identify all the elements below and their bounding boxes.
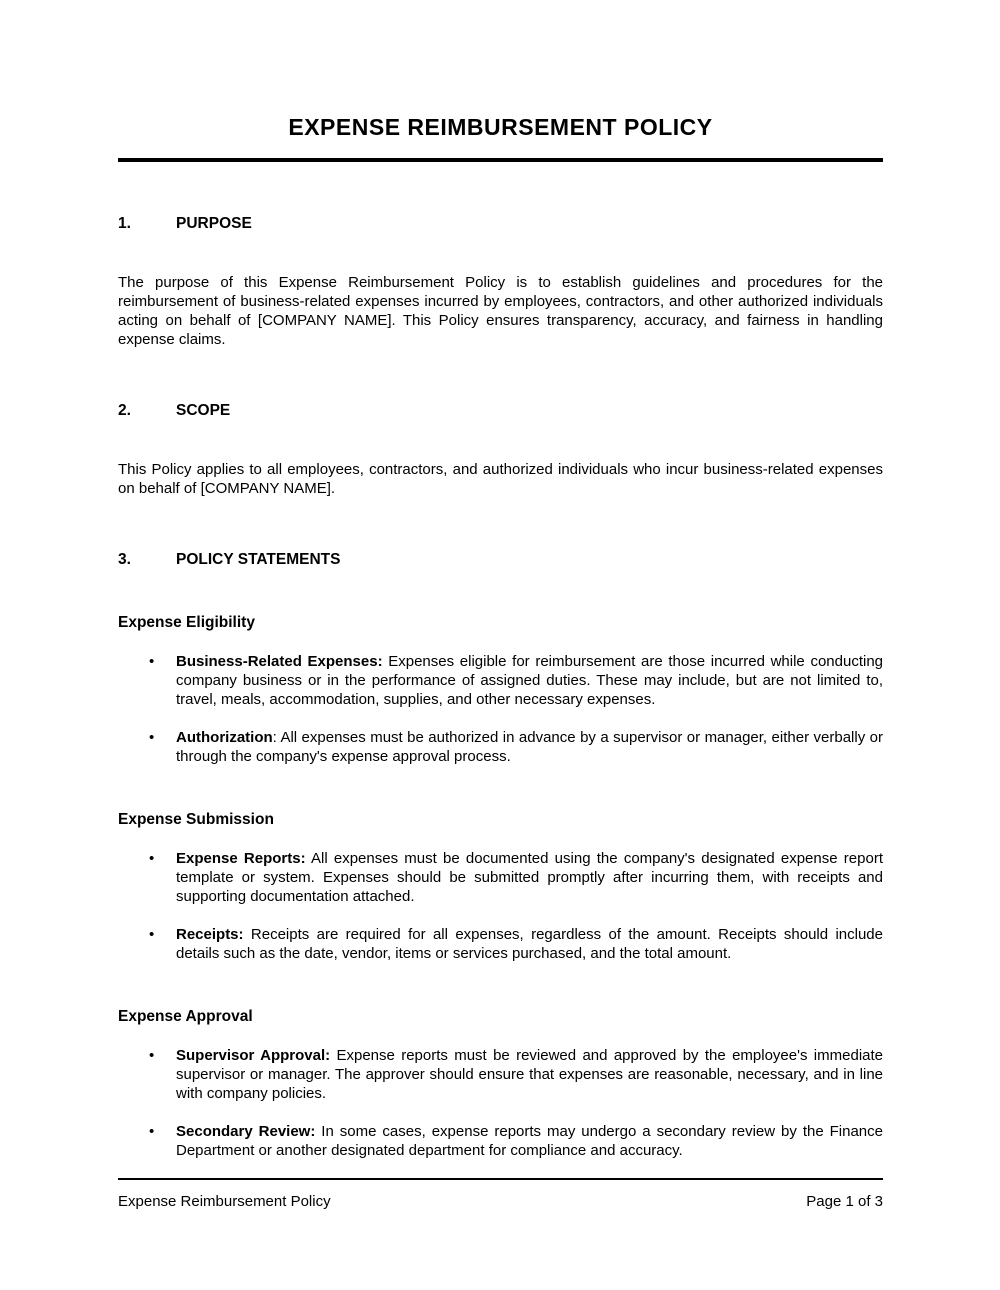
bullet-term: Authorization: [176, 729, 273, 746]
footer-page-number: Page 1 of 3: [806, 1193, 883, 1210]
subheading-expense-submission: Expense Submission: [118, 811, 274, 828]
footer-document-title: Expense Reimbursement Policy: [118, 1193, 331, 1210]
title-divider: [118, 158, 883, 162]
bullet-text: Receipts are required for all expenses, regardless of the amount. Receipts should include details such as the date, vendor, items or services purchased, and the total amount.: [176, 926, 883, 962]
bullet-term: Receipts:: [176, 926, 244, 943]
bullet-text: Expense reports must be reviewed and approved by the employee's immediate supervisor or manager. The approver should ensure that expenses are reasonable, necessary, and in line with company policies.: [176, 1047, 884, 1102]
section-policy-statements: [118, 550, 883, 1160]
section-heading-purpose: [118, 214, 883, 233]
bullet-list-submission: [118, 849, 883, 963]
bullet-term: Expense Reports:: [176, 850, 306, 867]
section-title: SCOPE: [176, 402, 231, 419]
bullet-text: In some cases, expense reports may undergo a secondary review by the Finance Department or another designated department for compliance and accuracy.: [176, 1123, 883, 1159]
bullet-text: All expenses must be documented using the company's designated expense report template or system. Expenses should be submitted promptly after incurring them, with receipts and supporting documentation attached.: [176, 850, 883, 905]
section-number: 1.: [118, 215, 131, 232]
section-title: POLICY STATEMENTS: [176, 551, 341, 568]
subheading-expense-eligibility: Expense Eligibility: [118, 614, 255, 631]
footer-row: [118, 1192, 883, 1211]
bullet-list-eligibility: [118, 652, 883, 766]
section-heading-policy-statements: [118, 550, 883, 569]
section-heading-scope: [118, 401, 883, 420]
bullet-supervisor-approval: [118, 1046, 883, 1103]
section-number: 2.: [118, 402, 131, 419]
page-footer: [118, 1178, 883, 1211]
section-purpose: [118, 214, 883, 349]
section-title: PURPOSE: [176, 215, 252, 232]
bullet-term: Secondary Review:: [176, 1123, 316, 1140]
bullet-secondary-review: [118, 1122, 883, 1160]
section-number: 3.: [118, 551, 131, 568]
bullet-text: Expenses eligible for reimbursement are those incurred while conducting company business or in the performance of assigned duties. These may include, but are not limited to, travel, meals, accommodation, supplies, and other necessary expenses.: [176, 653, 883, 708]
scope-paragraph: This Policy applies to all employees, contractors, and authorized individuals who incur business-related expenses on behalf of [COMPANY NAME].: [118, 461, 883, 497]
section-scope: [118, 401, 883, 498]
bullet-expense-reports: [118, 849, 883, 906]
subheading-expense-approval: Expense Approval: [118, 1008, 253, 1025]
bullet-list-approval: [118, 1046, 883, 1160]
bullet-business-related-expenses: [118, 652, 883, 709]
document-title: EXPENSE REIMBURSEMENT POLICY: [288, 114, 713, 140]
bullet-receipts: [118, 925, 883, 963]
bullet-term: Business-Related Expenses:: [176, 653, 383, 670]
bullet-term: Supervisor Approval:: [176, 1047, 331, 1064]
bullet-text: : All expenses must be authorized in advance by a supervisor or manager, either verbally or through the company's expense approval process.: [176, 729, 883, 765]
purpose-paragraph: The purpose of this Expense Reimbursement Policy is to establish guidelines and procedures for the reimbursement of business-related expenses incurred by employees, contractors, and other authorized individuals acting on behalf of [COMPANY NAME]. This Policy ensures transparency, accuracy, and fairness in handling expense claims.: [118, 274, 883, 348]
bullet-authorization: [118, 728, 883, 766]
footer-divider: [118, 1178, 883, 1180]
